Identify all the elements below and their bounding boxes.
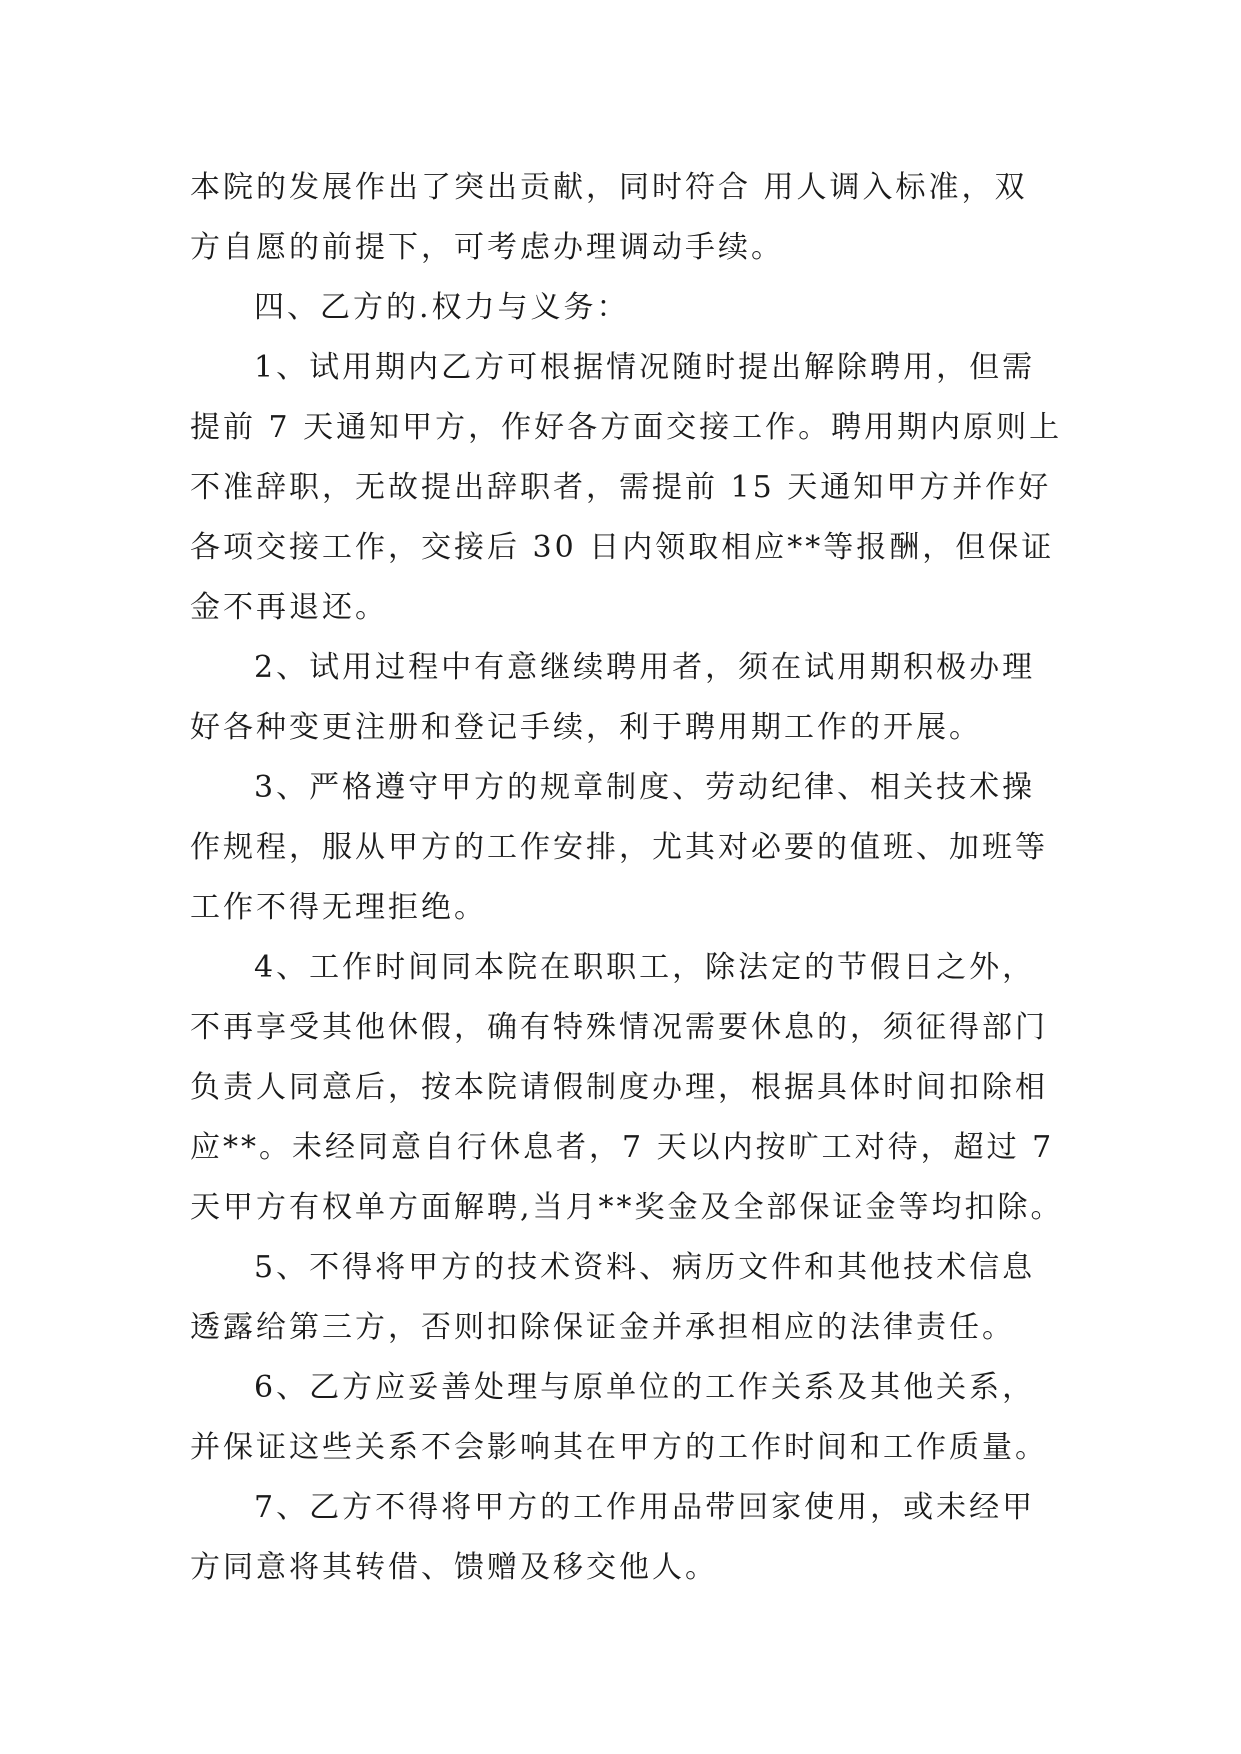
- document-body: [190, 158, 1070, 1598]
- text-line: 4、工作时间同本院在职职工，除法定的节假日之外，: [254, 950, 1036, 985]
- text-line: 应**。未经同意自行休息者，7 天以内按旷工对待，超过 7: [190, 1130, 1055, 1165]
- text-line: 金不再退还。: [190, 590, 388, 625]
- text-line: 好各种变更注册和登记手续，利于聘用期工作的开展。: [190, 710, 982, 745]
- text-line: 6、乙方应妥善处理与原单位的工作关系及其他关系，: [254, 1370, 1036, 1405]
- text-line: 本院的发展作出了突出贡献，同时符合 用人调入标准，双: [190, 170, 1028, 205]
- text-line: 方同意将其转借、馈赠及移交他人。: [190, 1550, 718, 1585]
- text-line: 5、不得将甲方的技术资料、病历文件和其他技术信息: [254, 1250, 1036, 1285]
- text-line: 工作不得无理拒绝。: [190, 890, 487, 925]
- text-line: 透露给第三方，否则扣除保证金并承担相应的法律责任。: [190, 1310, 1015, 1345]
- text-line: 各项交接工作，交接后 30 日内领取相应**等报酬，但保证: [190, 530, 1055, 565]
- text-line: 不准辞职，无故提出辞职者，需提前 15 天通知甲方并作好: [190, 470, 1052, 505]
- text-line: 方自愿的前提下，可考虑办理调动手续。: [190, 230, 784, 265]
- text-line: 提前 7 天通知甲方，作好各方面交接工作。聘用期内原则上: [190, 410, 1063, 445]
- text-line: 负责人同意后，按本院请假制度办理，根据具体时间扣除相: [190, 1070, 1048, 1105]
- text-line: 天甲方有权单方面解聘,当月**奖金及全部保证金等均扣除。: [190, 1190, 1064, 1225]
- text-line: 7、乙方不得将甲方的工作用品带回家使用，或未经甲: [254, 1490, 1036, 1525]
- text-line: 作规程，服从甲方的工作安排，尤其对必要的值班、加班等: [190, 830, 1048, 865]
- text-line: 3、严格遵守甲方的规章制度、劳动纪律、相关技术操: [254, 770, 1036, 805]
- text-line: 不再享受其他休假，确有特殊情况需要休息的，须征得部门: [190, 1010, 1048, 1045]
- text-line: 并保证这些关系不会影响其在甲方的工作时间和工作质量。: [190, 1430, 1048, 1465]
- text-line: 1、试用期内乙方可根据情况随时提出解除聘用，但需: [254, 350, 1036, 385]
- section-heading: 四、乙方的.权力与义务：: [254, 290, 630, 325]
- text-line: 2、试用过程中有意继续聘用者，须在试用期积极办理: [254, 650, 1036, 685]
